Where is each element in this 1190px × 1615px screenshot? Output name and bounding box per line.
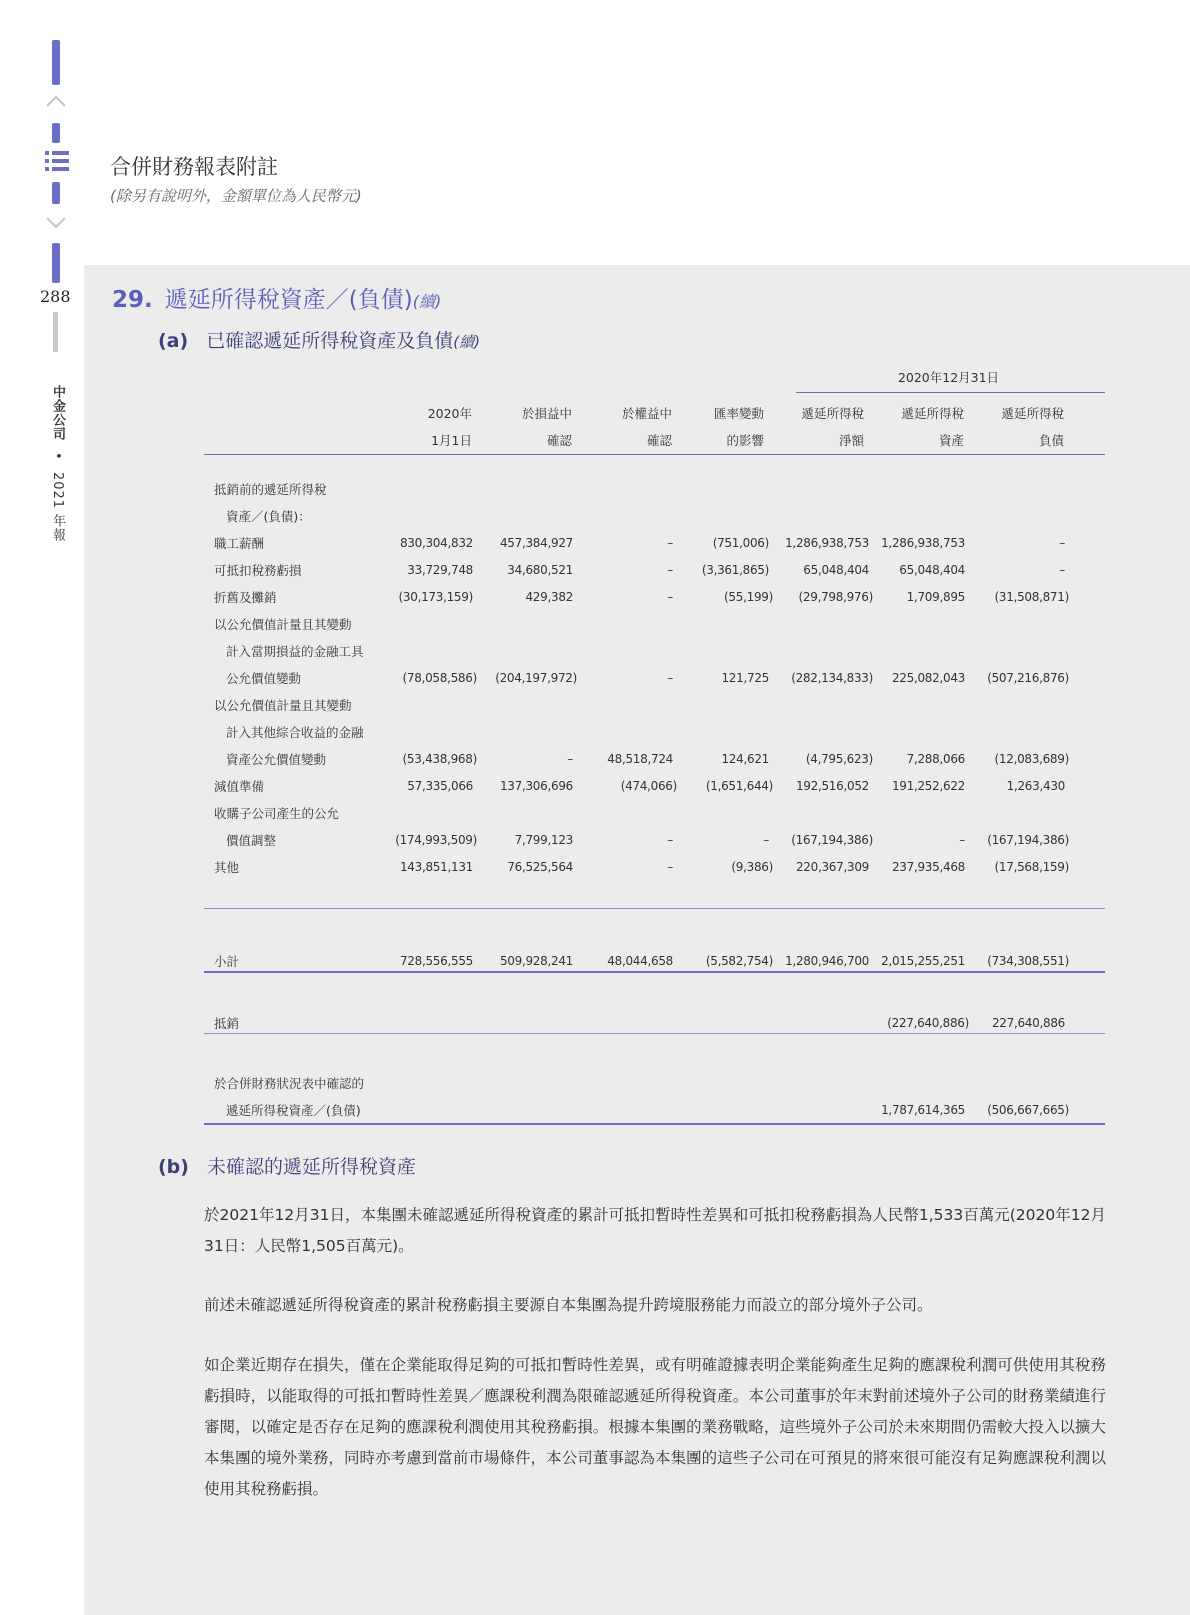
group-header: 2020年12月31日: [897, 370, 1000, 385]
table-cell: (507,216,876): [987, 671, 1069, 685]
table-heading-row: 資產／(負債)：: [226, 509, 311, 524]
total-rule: [204, 1123, 1105, 1125]
table-cell: 191,252,622: [891, 779, 965, 793]
subtotal-rule: [204, 971, 1105, 973]
table-cell: (282,134,833): [791, 671, 873, 685]
table-cell: (9,386): [731, 860, 773, 874]
column-header: 遞延所得稅 淨額: [801, 406, 864, 448]
column-header: 2020年 1月1日: [427, 406, 472, 448]
subsection-a-title: 已確認遞延所得稅資產及負債: [206, 330, 454, 352]
table-cell: 33,729,748: [407, 563, 473, 577]
subsection-b-heading: [158, 1152, 416, 1179]
table-cell: 220,367,309: [795, 860, 869, 874]
table-cell: (204,197,972): [495, 671, 577, 685]
table-cell: 1,280,946,700: [785, 954, 869, 968]
group-header-rule: [796, 392, 1105, 393]
report-year: 2021 年報: [50, 471, 65, 543]
table-cell: 1,263,430: [1006, 779, 1065, 793]
table-cell: (474,066): [620, 779, 677, 793]
table-row: 公允價值變動 (78,058,586) (204,197,972) – 121,725 (282,134,833) 225,082,043 (507,216,876): [204, 665, 1105, 692]
column-header: 遞延所得稅 資產: [901, 406, 964, 448]
table-row-label: 以公允價值計量且其變動: [214, 617, 352, 632]
table-cell: 457,384,927: [499, 536, 573, 550]
table-cell: 7,799,123: [514, 833, 573, 847]
table-cell: –: [763, 833, 769, 847]
table-cell: (734,308,551): [987, 954, 1069, 968]
column-header: 於權益中 確認: [621, 406, 672, 448]
page-marker: [53, 312, 58, 352]
rows-rule: [204, 908, 1105, 909]
table-cell: (29,798,976): [798, 590, 873, 604]
table-cell: 1,787,614,365: [881, 1103, 965, 1117]
table-heading-row: 抵銷前的遞延所得稅: [214, 482, 327, 497]
section-continued: (續): [412, 292, 442, 311]
table-cell: 121,725: [721, 671, 769, 685]
table-cell: 237,935,468: [891, 860, 965, 874]
table-cell: (167,194,386): [791, 833, 873, 847]
nav-bar-upper: [52, 123, 60, 143]
table-cell: 1,286,938,753: [881, 536, 965, 550]
table-cell: (5,582,754): [705, 954, 773, 968]
table-cell: –: [567, 752, 573, 766]
table-cell: 1,709,895: [906, 590, 965, 604]
table-cell: 2,015,255,251: [881, 954, 965, 968]
table-cell: 48,518,724: [607, 752, 673, 766]
separator-dot: •: [50, 452, 65, 461]
section-number: 29.: [112, 287, 153, 313]
table-cell: –: [667, 590, 673, 604]
table-cell: (17,568,159): [994, 860, 1069, 874]
table-cell: (12,083,689): [994, 752, 1069, 766]
table-cell: 34,680,521: [507, 563, 573, 577]
table-cell: (3,361,865): [701, 563, 769, 577]
table-cell: (167,194,386): [987, 833, 1069, 847]
paragraph-2: 前述未確認遞延所得稅資產的累計稅務虧損主要源自本集團為提升跨境服務能力而設立的部分境外子公司。: [204, 1296, 933, 1314]
chevron-up-icon[interactable]: [44, 90, 68, 114]
table-cell: (78,058,586): [402, 671, 477, 685]
table-row: 職工薪酬 830,304,832 457,384,927 – (751,006) 1,286,938,753 1,286,938,753 –: [204, 530, 1105, 557]
table-row-label: 計入其他綜合收益的金融: [226, 725, 364, 740]
page-title: 合併財務報表附註: [110, 155, 278, 179]
company-name: 中金公司: [50, 385, 65, 441]
table-row: 資產公允價值變動 (53,438,968) – 48,518,724 124,621 (4,795,623) 7,288,066 (12,083,689): [204, 746, 1105, 773]
paragraph-3: 如企業近期存在損失，僅在企業能取得足夠的可抵扣暫時性差異，或有明確證據表明企業能夠產生足夠的應課稅利潤可供使用其稅務虧損時，以能取得的可抵扣暫時性差異／應課稅利潤為限確認遞延所得稅資產。本公司董事於年末對前述境外子公司的財務業績進行審閱，以確定是否存在足夠的應課稅利潤使用其稅務虧損。根據本集團的業務戰略，這些境外子公司於未來期間仍需較大投入以擴大本集團的境外業務，同時亦考慮到當前市場條件，本公司董事認為本集團的這些子公司在可預見的將來很可能沒有足夠應課稅利潤以使用其稅務虧損。: [204, 1356, 1106, 1498]
subsection-b-label: (b): [158, 1156, 189, 1178]
offset-row: 抵銷 (227,640,886) 227,640,886: [204, 1010, 1105, 1037]
table-cell: 143,851,131: [399, 860, 473, 874]
table-cell: –: [1059, 563, 1065, 577]
nav-bar-lower: [52, 182, 60, 204]
table-cell: 1,286,938,753: [785, 536, 869, 550]
table-cell: 65,048,404: [899, 563, 965, 577]
table-cell: 225,082,043: [891, 671, 965, 685]
table-cell: (31,508,871): [994, 590, 1069, 604]
table-cell: –: [667, 833, 673, 847]
table-cell: (4,795,623): [805, 752, 873, 766]
table-cell: 124,621: [721, 752, 769, 766]
table-cell: (1,651,644): [705, 779, 773, 793]
table-row: 減值準備 57,335,066 137,306,696 (474,066) (1,651,644) 192,516,052 191,252,622 1,263,430: [204, 773, 1105, 800]
table-cell: 76,525,564: [507, 860, 573, 874]
table-row-label: 計入當期損益的金融工具: [226, 644, 364, 659]
subsection-a-heading: [158, 326, 480, 353]
table-cell: (751,006): [712, 536, 769, 550]
column-header: 匯率變動 的影響: [713, 406, 764, 448]
section-title: 遞延所得稅資產／(負債): [164, 287, 413, 313]
table-row-label: 以公允價值計量且其變動: [214, 698, 352, 713]
section-heading: [112, 281, 441, 314]
chevron-down-icon[interactable]: [44, 210, 68, 234]
header-rule: [204, 454, 1105, 455]
table-cell: –: [667, 536, 673, 550]
table-cell: (55,199): [724, 590, 773, 604]
table-row: 其他 143,851,131 76,525,564 – (9,386) 220,367,309 237,935,468 (17,568,159): [204, 854, 1105, 881]
table-cell: (30,173,159): [398, 590, 473, 604]
recognized-row-label: 於合併財務狀況表中確認的: [214, 1076, 365, 1091]
list-icon[interactable]: [44, 150, 70, 172]
table-row: 價值調整 (174,993,509) 7,799,123 – – (167,194,386) – (167,194,386): [204, 827, 1105, 854]
side-navigation: [0, 0, 84, 1615]
subsection-a-continued: (續): [453, 333, 480, 351]
table-cell: 137,306,696: [499, 779, 573, 793]
table-cell: (506,667,665): [987, 1103, 1069, 1117]
table-cell: 509,928,241: [499, 954, 573, 968]
table-cell: (53,438,968): [402, 752, 477, 766]
column-header: 於損益中 確認: [521, 406, 572, 448]
table-row: 折舊及攤銷 (30,173,159) 429,382 – (55,199) (29,798,976) 1,709,895 (31,508,871): [204, 584, 1105, 611]
subsection-b-title: 未確認的遞延所得稅資產: [206, 1156, 416, 1178]
offset-rule: [204, 1033, 1105, 1034]
report-name: [48, 385, 67, 542]
table-row-label: 收購子公司產生的公允: [214, 806, 340, 821]
subsection-a-label: (a): [158, 330, 189, 352]
page-number: 288: [40, 287, 71, 306]
table-row: 可抵扣稅務虧損 33,729,748 34,680,521 – (3,361,865) 65,048,404 65,048,404 –: [204, 557, 1105, 584]
table-cell: –: [1059, 536, 1065, 550]
table-cell: 57,335,066: [407, 779, 473, 793]
table-cell: 48,044,658: [607, 954, 673, 968]
table-cell: –: [959, 833, 965, 847]
table-cell: 830,304,832: [399, 536, 473, 550]
recognized-row: 遞延所得稅資產／(負債) 1,787,614,365 (506,667,665): [204, 1097, 1105, 1124]
nav-bar-bottom: [52, 243, 60, 283]
table-cell: –: [667, 671, 673, 685]
table-cell: 227,640,886: [991, 1016, 1065, 1030]
table-cell: (174,993,509): [395, 833, 477, 847]
paragraph-1: 於2021年12月31日，本集團未確認遞延所得稅資產的累計可抵扣暫時性差異和可抵扣稅務虧損為人民幣1,533百萬元(2020年12月31日：人民幣1,505百萬元)。: [204, 1206, 1106, 1255]
table-cell: 728,556,555: [399, 954, 473, 968]
nav-bar-top: [52, 40, 60, 85]
subtotal-row: 小計 728,556,555 509,928,241 48,044,658 (5,582,754) 1,280,946,700 2,015,255,251 (734,308,551): [204, 948, 1105, 975]
table-cell: 7,288,066: [906, 752, 965, 766]
page-subtitle: (除另有說明外，金額單位為人民幣元): [110, 187, 362, 205]
column-header: 遞延所得稅 負債: [1001, 406, 1064, 448]
table-cell: (227,640,886): [887, 1016, 969, 1030]
table-cell: 65,048,404: [803, 563, 869, 577]
table-cell: 192,516,052: [795, 779, 869, 793]
table-cell: –: [667, 563, 673, 577]
table-cell: –: [667, 860, 673, 874]
table-cell: 429,382: [525, 590, 573, 604]
